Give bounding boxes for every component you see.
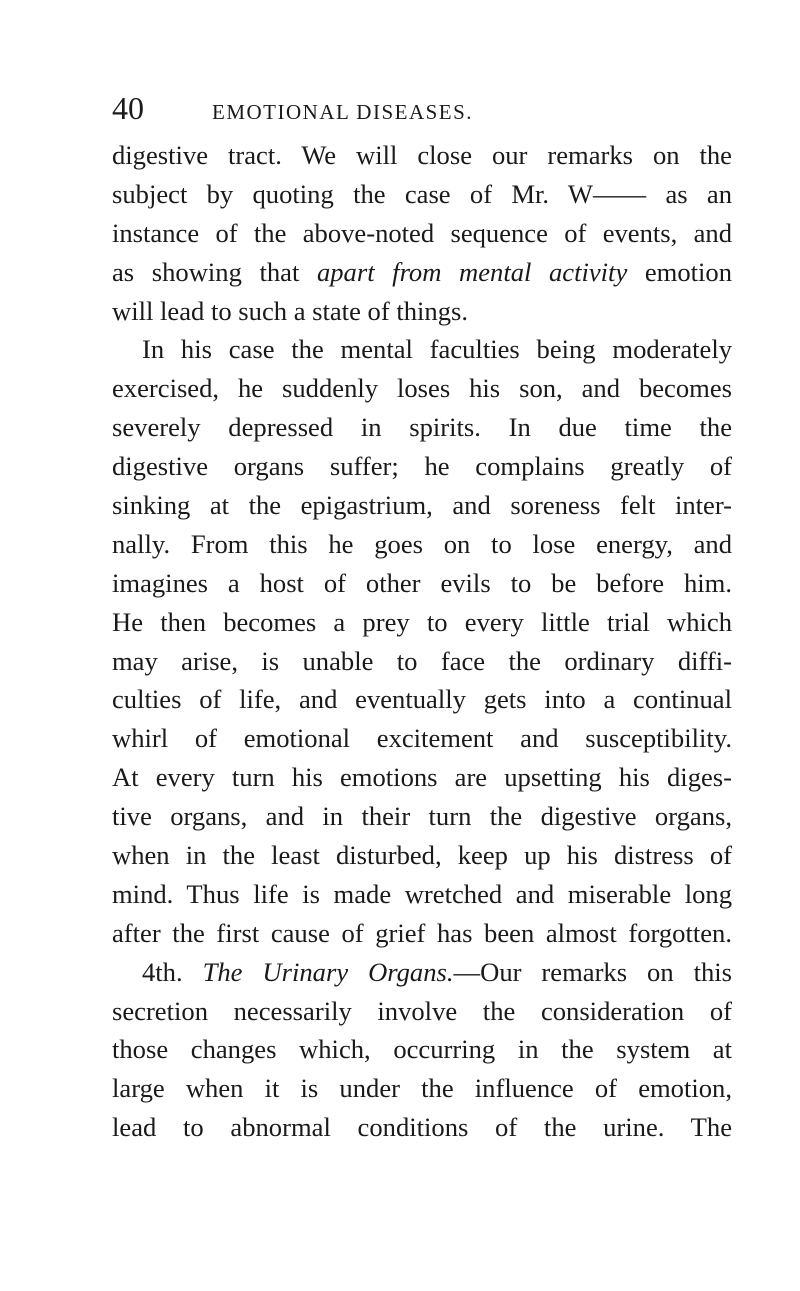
text-run: emotion <box>627 256 733 287</box>
text-line: digestive tract. We will close our remarks on the <box>112 140 732 170</box>
text-line: imagines a host of other evils to be before him. <box>112 567 732 598</box>
italic-phrase: apart from mental activity <box>316 256 628 287</box>
text-line: He then becomes a prey to every little trial which <box>112 606 732 637</box>
text-line: At every turn his emotions are upsetting his diges- <box>112 762 732 793</box>
text-run: 4th. <box>142 956 203 987</box>
text-line: subject by quoting the case of Mr. W—— as an <box>112 178 732 209</box>
text-line: culties of life, and eventually gets into a continual <box>112 684 732 715</box>
text-run: —Our remarks on this <box>453 956 732 987</box>
text-line: sinking at the epigastrium, and soreness felt inter- <box>112 490 732 521</box>
text-line: nally. From this he goes on to lose energy, and <box>112 528 732 559</box>
text-line: severely depressed in spirits. In due time the <box>112 412 732 443</box>
text-run: as showing that <box>112 256 317 287</box>
page-number: 40 <box>112 90 144 126</box>
text-line: will lead to such a state of things. <box>112 295 468 326</box>
text-line: whirl of emotional excitement and susceptibility. <box>112 723 732 754</box>
text-line: secretion necessarily involve the consideration of <box>112 995 732 1026</box>
text-line: lead to abnormal conditions of the urine. The <box>112 1112 732 1143</box>
text-line: when in the least disturbed, keep up his distress of <box>112 840 732 871</box>
text-line: those changes which, occurring in the system at <box>112 1034 732 1065</box>
text-line: digestive organs suffer; he complains greatly of <box>112 451 732 482</box>
text-line: exercised, he suddenly loses his son, and becomes <box>112 373 732 404</box>
running-head: EMOTIONAL DISEASES. <box>212 100 474 124</box>
body-text <box>112 136 732 1147</box>
text-line <box>112 953 732 992</box>
text-line <box>112 253 732 292</box>
text-line: instance of the above-noted sequence of events, and <box>112 217 732 248</box>
text-line: may arise, is unable to face the ordinary diffi- <box>112 645 732 676</box>
text-line: large when it is under the influence of emotion, <box>112 1073 732 1104</box>
text-line: In his case the mental faculties being moderately <box>142 334 732 365</box>
text-line: tive organs, and in their turn the digestive organs, <box>112 801 732 832</box>
text-line: after the first cause of grief has been almost forgotten. <box>112 917 732 948</box>
text-line: mind. Thus life is made wretched and miserable long <box>112 878 732 909</box>
page-header <box>112 92 712 132</box>
section-title: The Urinary Organs. <box>202 956 454 987</box>
